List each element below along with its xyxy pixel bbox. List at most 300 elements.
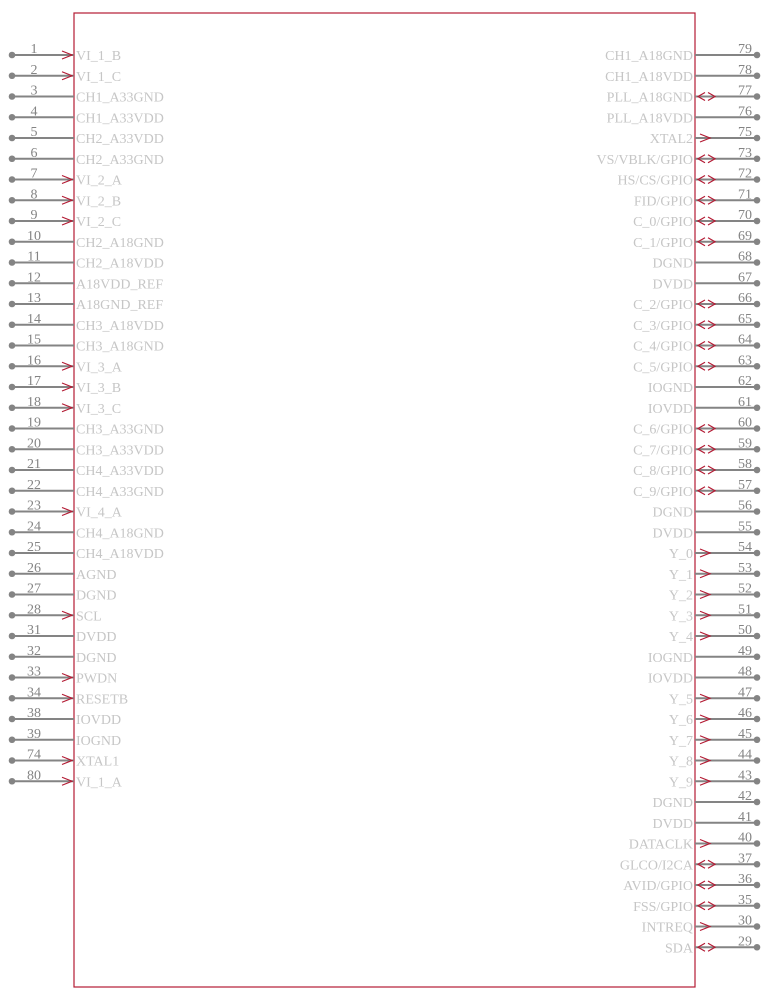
- pin-terminal: [9, 446, 16, 453]
- pin-number: 20: [27, 436, 41, 452]
- pin-terminal: [754, 570, 761, 577]
- pin-name: HS/CS/GPIO: [617, 173, 693, 189]
- pin-name: Y_1: [668, 567, 693, 583]
- pin-69: [633, 229, 760, 251]
- pin-name: XTAL1: [76, 754, 120, 770]
- pin-terminal: [9, 259, 16, 266]
- pin-21: [9, 457, 164, 479]
- pin-name: CH1_A33GND: [76, 90, 164, 106]
- pin-terminal: [754, 529, 761, 536]
- pin-67: [653, 270, 761, 292]
- pin-number: 19: [27, 415, 41, 431]
- pin-terminal: [9, 363, 16, 370]
- pin-54: [669, 540, 760, 562]
- pin-number: 38: [27, 706, 41, 721]
- pin-56: [653, 499, 761, 521]
- pin-number: 75: [738, 125, 752, 140]
- pin-name: CH4_A18GND: [76, 526, 164, 542]
- pin-number: 4: [30, 104, 38, 120]
- pin-terminal: [9, 72, 16, 79]
- pin-name: VI_3_C: [76, 401, 122, 417]
- pin-number: 27: [27, 581, 41, 597]
- pin-name: CH2_A33GND: [76, 152, 164, 168]
- pin-6: [9, 146, 164, 168]
- pin-number: 23: [27, 498, 41, 514]
- pin-terminal: [754, 301, 761, 308]
- pin-name: CH1_A18GND: [605, 49, 693, 64]
- pin-terminal: [754, 612, 761, 619]
- pin-number: 26: [27, 560, 41, 576]
- pin-name: Y_2: [668, 588, 693, 604]
- pin-terminal: [754, 342, 761, 349]
- pin-name: DGND: [652, 505, 693, 521]
- pin-number: 77: [738, 83, 752, 99]
- pin-number: 39: [27, 726, 41, 742]
- pin-number: 71: [738, 187, 752, 203]
- pin-name: C_4/GPIO: [633, 339, 693, 355]
- pin-name: VI_4_A: [76, 505, 122, 521]
- pin-number: 6: [30, 145, 38, 161]
- pin-terminal: [754, 508, 761, 515]
- pin-terminal: [9, 238, 16, 245]
- pin-terminal: [754, 840, 761, 847]
- pin-terminal: [9, 757, 16, 764]
- pin-terminal: [754, 404, 761, 411]
- pin-number: 22: [27, 477, 41, 493]
- pin-terminal: [754, 778, 761, 785]
- pin-18: [9, 395, 121, 417]
- pin-number: 28: [27, 602, 41, 618]
- pin-3: [9, 84, 164, 106]
- pin-name: INTREQ: [641, 920, 693, 936]
- pin-number: 31: [27, 623, 41, 638]
- pin-name: DGND: [652, 256, 693, 272]
- pin-66: [633, 291, 760, 313]
- pin-number: 76: [738, 104, 752, 120]
- pin-number: 35: [738, 892, 752, 908]
- pin-name: SDA: [664, 941, 693, 957]
- pin-name: DGND: [76, 650, 117, 666]
- pin-53: [669, 561, 760, 583]
- pin-number: 12: [27, 270, 41, 286]
- pin-terminal: [9, 404, 16, 411]
- pin-terminal: [9, 135, 16, 142]
- pin-52: [669, 582, 760, 604]
- pin-terminal: [754, 923, 761, 930]
- pin-number: 30: [738, 913, 752, 929]
- pin-name: VI_2_C: [76, 215, 122, 230]
- pin-2: [9, 63, 121, 85]
- pin-46: [669, 706, 760, 728]
- pin-terminal: [9, 633, 16, 640]
- pin-terminal: [9, 93, 16, 100]
- pin-20: [9, 436, 164, 458]
- pin-26: [9, 561, 117, 583]
- pin-terminal: [754, 197, 761, 204]
- pin-terminal: [9, 591, 16, 598]
- pin-name: DATACLK: [628, 837, 693, 853]
- pin-name: VI_3_A: [76, 360, 122, 376]
- pin-number: 74: [27, 747, 41, 763]
- pin-61: [648, 395, 760, 417]
- pin-1: [9, 42, 121, 64]
- pin-terminal: [9, 612, 16, 619]
- pin-39: [9, 727, 121, 749]
- pin-48: [648, 665, 760, 687]
- pin-number: 42: [738, 789, 752, 804]
- pin-number: 5: [30, 125, 38, 140]
- pin-number: 10: [27, 228, 41, 244]
- pin-number: 59: [738, 436, 752, 452]
- pin-name: VI_3_B: [76, 381, 122, 396]
- pin-terminal: [9, 716, 16, 723]
- pin-terminal: [754, 736, 761, 743]
- pin-14: [9, 312, 164, 334]
- pin-22: [9, 478, 164, 500]
- pin-terminal: [754, 819, 761, 826]
- pin-number: 1: [30, 42, 38, 57]
- pin-number: 24: [27, 519, 41, 535]
- pin-34: [9, 685, 128, 707]
- pin-number: 72: [738, 166, 752, 182]
- pin-terminal: [9, 384, 16, 391]
- pin-49: [648, 644, 760, 666]
- pin-9: [9, 208, 121, 230]
- left-pin-group: [9, 42, 164, 790]
- pin-11: [9, 250, 164, 272]
- pin-name: SCL: [76, 609, 102, 625]
- pin-51: [669, 602, 760, 624]
- pin-terminal: [754, 633, 761, 640]
- pin-terminal: [754, 467, 761, 474]
- pin-name: IOVDD: [647, 671, 693, 687]
- pin-terminal: [9, 674, 16, 681]
- pin-terminal: [754, 135, 761, 142]
- pin-number: 52: [738, 581, 752, 597]
- pin-name: Y_7: [668, 733, 693, 749]
- pin-terminal: [754, 114, 761, 121]
- pin-name: PLL_A18GND: [606, 90, 693, 106]
- pin-number: 56: [738, 498, 752, 514]
- pin-number: 79: [738, 42, 752, 57]
- pin-name: RESETB: [76, 692, 129, 708]
- pin-terminal: [754, 446, 761, 453]
- pin-terminal: [9, 508, 16, 515]
- pin-number: 69: [738, 228, 752, 244]
- pin-name: IOGND: [647, 381, 693, 396]
- pin-number: 80: [27, 768, 41, 784]
- pin-terminal: [754, 321, 761, 328]
- pin-name: DGND: [76, 588, 117, 604]
- pin-terminal: [754, 52, 761, 59]
- pin-number: 63: [738, 353, 752, 369]
- pin-terminal: [754, 716, 761, 723]
- pin-7: [9, 167, 123, 189]
- pin-terminal: [9, 425, 16, 432]
- pin-name: Y_4: [668, 630, 693, 645]
- pin-73: [597, 146, 761, 168]
- pin-terminal: [754, 280, 761, 287]
- pin-name: CH4_A33GND: [76, 484, 164, 500]
- pin-terminal: [754, 695, 761, 702]
- pin-terminal: [9, 736, 16, 743]
- pin-77: [607, 84, 761, 106]
- pin-32: [9, 644, 117, 666]
- pin-terminal: [754, 487, 761, 494]
- pin-name: CH2_A33VDD: [76, 132, 164, 147]
- pin-24: [9, 519, 164, 541]
- pin-name: VI_1_C: [76, 69, 122, 85]
- pin-terminal: [9, 321, 16, 328]
- pin-80: [9, 768, 123, 790]
- pin-number: 68: [738, 249, 752, 265]
- pin-47: [669, 685, 760, 707]
- pin-43: [669, 768, 760, 790]
- pin-12: [9, 270, 164, 292]
- pin-number: 78: [738, 62, 752, 78]
- pin-name: GLCO/I2CA: [619, 858, 693, 874]
- pin-terminal: [9, 653, 16, 660]
- pin-15: [9, 333, 164, 355]
- pin-number: 18: [27, 394, 41, 410]
- pin-number: 14: [27, 311, 41, 327]
- pin-name: C_2/GPIO: [633, 298, 693, 313]
- pin-name: CH3_A33VDD: [76, 443, 164, 459]
- pin-70: [633, 208, 760, 230]
- pin-terminal: [9, 342, 16, 349]
- pin-name: PWDN: [76, 671, 118, 687]
- pin-60: [633, 416, 760, 438]
- pin-number: 2: [30, 62, 38, 78]
- pin-55: [653, 519, 761, 541]
- pin-name: DVDD: [652, 816, 693, 832]
- pin-29: [665, 934, 760, 956]
- pin-terminal: [9, 197, 16, 204]
- pin-terminal: [754, 218, 761, 225]
- pin-38: [9, 706, 121, 728]
- pin-number: 55: [738, 519, 752, 535]
- pin-name: XTAL2: [649, 132, 693, 147]
- pin-terminal: [9, 695, 16, 702]
- pin-name: IOGND: [76, 733, 122, 749]
- pin-65: [633, 312, 760, 334]
- pin-62: [648, 374, 760, 396]
- pin-59: [633, 436, 760, 458]
- pin-number: 33: [27, 664, 41, 680]
- pin-name: CH2_A18GND: [76, 235, 164, 251]
- pin-number: 15: [27, 332, 41, 348]
- pin-terminal: [754, 757, 761, 764]
- pin-33: [9, 665, 118, 687]
- pin-name: A18GND_REF: [76, 298, 164, 313]
- pin-number: 7: [30, 166, 38, 182]
- pin-4: [9, 104, 164, 126]
- pin-name: A18VDD_REF: [76, 277, 164, 293]
- pin-number: 67: [738, 270, 752, 286]
- pin-terminal: [754, 425, 761, 432]
- pin-name: CH4_A33VDD: [76, 464, 164, 479]
- pin-terminal: [9, 550, 16, 557]
- pin-44: [669, 748, 760, 770]
- pin-number: 61: [738, 394, 752, 410]
- pin-number: 16: [27, 353, 41, 369]
- pin-name: Y_0: [668, 547, 693, 562]
- pin-terminal: [9, 280, 16, 287]
- pin-name: DVDD: [652, 277, 693, 293]
- pin-name: FSS/GPIO: [633, 899, 693, 915]
- pin-name: C_8/GPIO: [633, 464, 693, 479]
- pin-terminal: [754, 155, 761, 162]
- pin-37: [620, 851, 760, 873]
- pin-name: VI_1_B: [76, 49, 122, 64]
- pin-name: AVID/GPIO: [623, 879, 693, 894]
- pin-number: 11: [27, 249, 41, 265]
- pin-name: VI_1_A: [76, 775, 122, 791]
- pin-name: Y_9: [668, 775, 693, 791]
- pin-terminal: [754, 363, 761, 370]
- pin-number: 43: [738, 768, 752, 784]
- pin-13: [9, 291, 164, 313]
- pin-number: 58: [738, 457, 752, 472]
- pin-16: [9, 353, 123, 375]
- pin-42: [653, 789, 761, 811]
- pin-terminal: [754, 93, 761, 100]
- pin-name: VI_2_A: [76, 173, 122, 189]
- pin-name: DGND: [652, 796, 693, 811]
- pin-name: C_0/GPIO: [633, 215, 693, 230]
- pin-terminal: [754, 384, 761, 391]
- pin-terminal: [9, 114, 16, 121]
- pin-terminal: [9, 155, 16, 162]
- pin-number: 49: [738, 643, 752, 659]
- pin-terminal: [754, 72, 761, 79]
- pin-50: [669, 623, 760, 645]
- pin-name: VS/VBLK/GPIO: [596, 152, 693, 168]
- pin-name: C_3/GPIO: [633, 318, 693, 334]
- pin-number: 64: [738, 332, 752, 348]
- pin-number: 57: [738, 477, 752, 493]
- pin-68: [653, 250, 761, 272]
- pin-number: 65: [738, 311, 752, 327]
- pin-number: 8: [30, 187, 38, 203]
- pin-terminal: [754, 259, 761, 266]
- pin-terminal: [9, 778, 16, 785]
- pin-name: C_7/GPIO: [633, 443, 693, 459]
- pin-74: [9, 748, 120, 770]
- pin-64: [633, 333, 760, 355]
- pin-number: 25: [27, 540, 41, 555]
- pin-name: Y_8: [668, 754, 693, 770]
- pin-17: [9, 374, 121, 396]
- pin-number: 36: [738, 872, 752, 887]
- pin-23: [9, 499, 123, 521]
- pin-name: CH3_A33GND: [76, 422, 164, 438]
- pin-name: IOVDD: [647, 401, 693, 417]
- pin-number: 29: [738, 934, 752, 950]
- pin-terminal: [9, 52, 16, 59]
- pin-number: 34: [27, 685, 41, 701]
- pin-35: [633, 893, 760, 915]
- pin-number: 53: [738, 560, 752, 576]
- pin-name: C_5/GPIO: [633, 360, 693, 376]
- pin-terminal: [754, 674, 761, 681]
- pin-name: C_6/GPIO: [633, 422, 693, 438]
- pin-name: FID/GPIO: [633, 194, 693, 210]
- pin-terminal: [9, 301, 16, 308]
- pin-79: [605, 42, 760, 64]
- pin-number: 62: [738, 374, 752, 389]
- pin-terminal: [754, 799, 761, 806]
- pin-terminal: [9, 176, 16, 183]
- pin-name: CH1_A33VDD: [76, 111, 164, 127]
- pin-number: 21: [27, 457, 41, 472]
- pin-57: [633, 478, 760, 500]
- pin-name: CH4_A18VDD: [76, 547, 164, 562]
- pin-name: IOVDD: [76, 713, 122, 728]
- pin-name: VI_2_B: [76, 194, 122, 210]
- pin-name: IOGND: [647, 650, 693, 666]
- pin-name: Y_6: [668, 713, 693, 728]
- pin-terminal: [9, 570, 16, 577]
- pin-name: CH1_A18VDD: [605, 69, 693, 85]
- pin-terminal: [754, 238, 761, 245]
- pin-number: 45: [738, 726, 752, 742]
- pin-number: 37: [738, 851, 752, 867]
- pin-number: 60: [738, 415, 752, 431]
- pin-number: 44: [738, 747, 752, 763]
- pin-terminal: [754, 944, 761, 951]
- pin-72: [618, 167, 761, 189]
- pin-number: 51: [738, 602, 752, 618]
- pin-30: [642, 914, 761, 936]
- pin-78: [605, 63, 760, 85]
- pin-number: 46: [738, 706, 752, 721]
- pin-45: [669, 727, 760, 749]
- pin-number: 13: [27, 291, 41, 306]
- pin-terminal: [754, 653, 761, 660]
- pin-number: 66: [738, 291, 752, 306]
- pin-terminal: [754, 861, 761, 868]
- pin-28: [9, 602, 102, 624]
- pin-63: [633, 353, 760, 375]
- pin-76: [607, 104, 761, 126]
- pin-10: [9, 229, 164, 251]
- pin-terminal: [9, 529, 16, 536]
- pin-number: 73: [738, 145, 752, 161]
- pin-terminal: [754, 882, 761, 889]
- pin-5: [9, 125, 164, 147]
- pin-terminal: [9, 487, 16, 494]
- pin-name: AGND: [76, 567, 117, 583]
- pin-number: 17: [27, 374, 41, 389]
- pin-terminal: [754, 902, 761, 909]
- pin-name: CH2_A18VDD: [76, 256, 164, 272]
- pin-75: [650, 125, 761, 147]
- pin-terminal: [754, 591, 761, 598]
- pin-number: 47: [738, 685, 752, 701]
- pin-58: [633, 457, 760, 479]
- pin-number: 48: [738, 664, 752, 680]
- pin-31: [9, 623, 117, 645]
- pin-name: PLL_A18VDD: [606, 111, 693, 127]
- pin-number: 40: [738, 830, 752, 846]
- pin-27: [9, 582, 117, 604]
- pin-number: 41: [738, 809, 752, 825]
- pin-25: [9, 540, 164, 562]
- pin-name: CH3_A18VDD: [76, 318, 164, 334]
- pin-71: [634, 187, 760, 209]
- pin-number: 54: [738, 540, 752, 555]
